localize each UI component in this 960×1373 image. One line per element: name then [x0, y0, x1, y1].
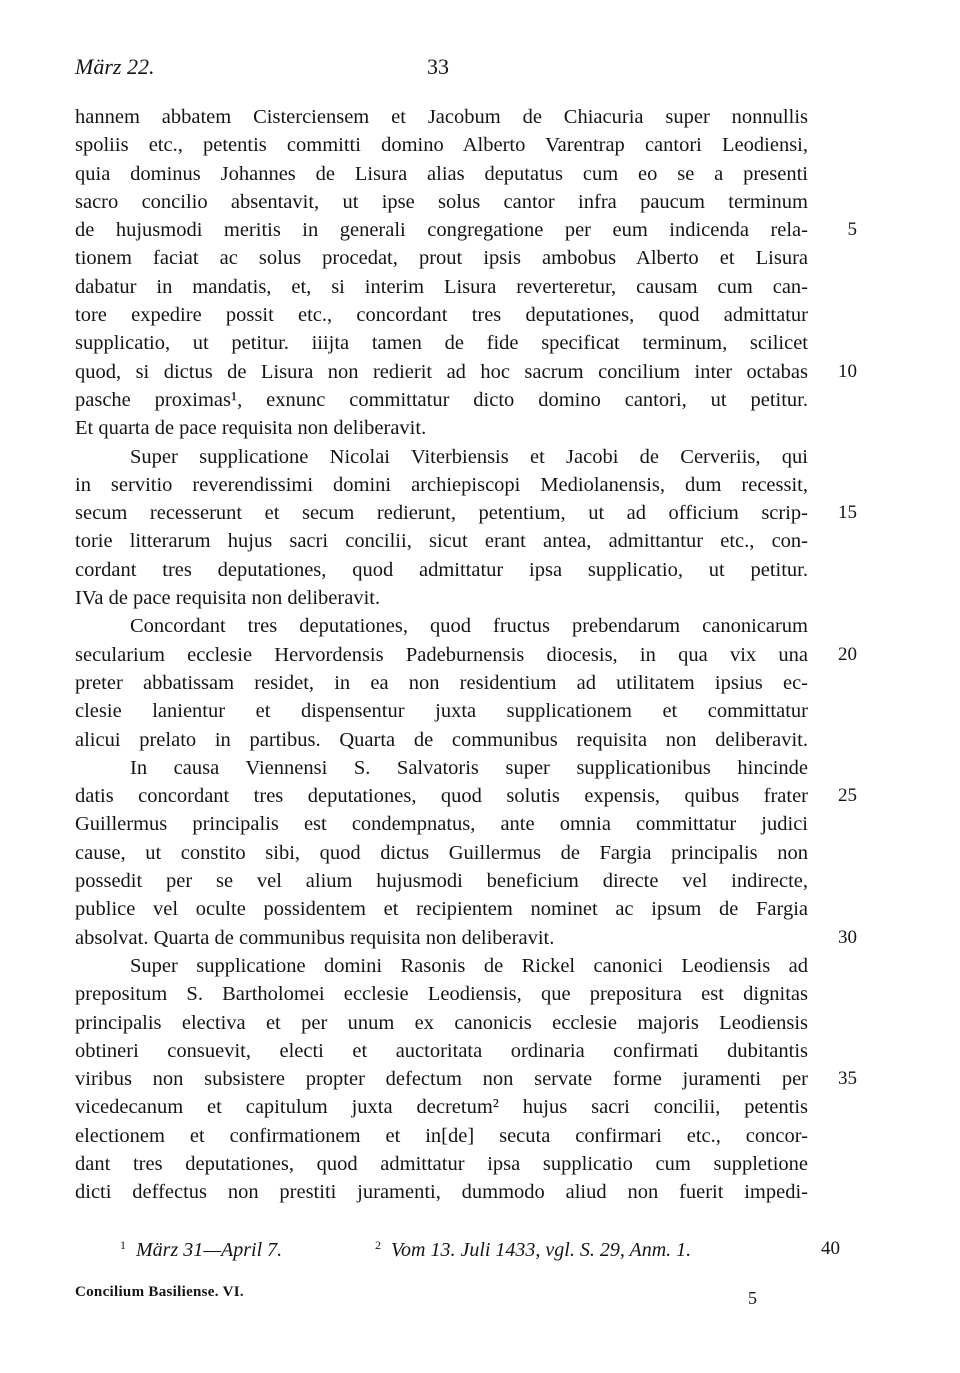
footnote-line-number: 40 — [821, 1238, 840, 1259]
text-line — [75, 924, 857, 952]
line-text: Super supplicatione domini Rasonis de Rickel canonici Leodiensis ad — [130, 954, 808, 977]
line-text: hannem abbatem Cisterciensem et Jacobum de Chiacuria super nonnullis — [75, 106, 808, 128]
line-text: Super supplicatione Nicolai Viterbiensis et Jacobi de Cerveriis, qui — [130, 445, 808, 468]
line-text: Et quarta de pace requisita non deliberavit. — [75, 417, 427, 440]
line-text: cordant tres deputationes, quod admittatur ipsa supplicatio, ut petitur. — [75, 558, 808, 581]
text-line — [75, 839, 808, 867]
line-number: 20 — [838, 643, 857, 665]
signature-mark: Concilium Basiliense. VI. — [75, 1284, 244, 1300]
page-number: 33 — [427, 54, 449, 79]
text-line — [75, 1178, 808, 1206]
text-line — [75, 556, 808, 584]
footnotes — [120, 1238, 840, 1268]
text-line — [75, 782, 857, 810]
text-line — [75, 895, 808, 923]
text-line — [75, 867, 808, 895]
text-line — [75, 612, 808, 640]
text-line — [75, 414, 808, 442]
line-text: quod, si dictus de Lisura non redierit ad hoc sacrum concilium inter octabas — [75, 360, 808, 383]
line-text: principalis electiva et per unum ex canonicis ecclesie majoris Leodiensis — [75, 1011, 808, 1034]
sheet-number: 5 — [748, 1288, 757, 1308]
text-line — [75, 1037, 808, 1065]
line-text: absolvat. Quarta de communibus requisita non deliberavit. — [75, 926, 555, 949]
line-text: cause, ut constito sibi, quod dictus Guillermus de Fargia principalis non — [75, 841, 808, 864]
line-text: quia dominus Johannes de Lisura alias deputatus cum eo se a presenti — [75, 162, 808, 185]
line-number: 25 — [838, 785, 857, 807]
line-text: tore expedire possit etc., concordant tres deputationes, quod admittatur — [75, 304, 808, 327]
footnote-1-text: März 31—April 7. — [136, 1239, 283, 1261]
footnote-1 — [120, 1238, 282, 1262]
line-text: clesie lanientur et dispensentur juxta supplicationem et committatur — [75, 700, 808, 723]
line-text: tionem faciat ac solus procedat, prout ipsis ambobus Alberto et Lisura — [75, 247, 808, 270]
text-line — [75, 499, 857, 527]
line-text: In causa Viennensi S. Salvatoris super supplicationibus hincinde — [130, 756, 808, 779]
line-number: 5 — [847, 219, 857, 241]
text-line — [75, 1065, 857, 1093]
line-text: dabatur in mandatis, et, si interim Lisura reverteretur, causam cum can- — [75, 275, 808, 298]
line-text: obtineri consuevit, electi et auctoritata ordinaria confirmati dubitantis — [75, 1039, 808, 1062]
text-line — [75, 810, 808, 838]
text-line — [75, 1122, 808, 1150]
text-line — [75, 386, 808, 414]
line-text: Concordant tres deputationes, quod fructus prebendarum canonicarum — [130, 615, 808, 638]
text-line — [75, 980, 808, 1008]
line-text: secum recesserunt et secum redierunt, petentium, ut ad officium scrip- — [75, 502, 808, 525]
line-number: 15 — [838, 502, 857, 524]
text-line — [75, 216, 857, 244]
text-line — [75, 301, 808, 329]
line-text: Guillermus principalis est condempnatus, ante omnia committatur judici — [75, 813, 808, 836]
text-line — [75, 697, 808, 725]
line-text: sacro concilio absentavit, ut ipse solus cantor infra paucum terminum — [75, 190, 808, 213]
text-line — [75, 103, 808, 131]
text-line — [75, 1150, 808, 1178]
text-line — [75, 244, 808, 272]
line-text: in servitio reverendissimi domini archiepiscopi Mediolanensis, dum recessit, — [75, 473, 808, 496]
line-text: dicti deffectus non prestiti juramenti, dummodo aliud non fuerit impedi- — [75, 1181, 808, 1204]
text-line — [75, 188, 808, 216]
line-text: viribus non subsistere propter defectum non servate forme juramenti per — [75, 1068, 808, 1091]
line-text: alicui prelato in partibus. Quarta de communibus requisita non deliberavit. — [75, 728, 808, 751]
text-line — [75, 641, 857, 669]
line-text: spoliis etc., petentis committi domino Alberto Varentrap cantori Leodiensi, — [75, 134, 808, 157]
line-text: IVa de pace requisita non deliberavit. — [75, 587, 381, 610]
text-line — [75, 527, 808, 555]
line-text: preter abbatissam residet, in ea non residentium ad utilitatem ipsius ec- — [75, 671, 808, 694]
line-text: electionem et confirmationem et in[de] secuta confirmari etc., concor- — [75, 1124, 808, 1147]
line-text: publice vel oculte possidentem et recipientem nominet ac ipsum de Fargia — [75, 898, 808, 921]
body-text — [75, 103, 857, 1207]
text-line — [75, 1093, 808, 1121]
text-line — [75, 471, 808, 499]
text-line — [75, 329, 808, 357]
text-line — [75, 131, 808, 159]
line-text: prepositum S. Bartholomei ecclesie Leodiensis, que prepositura est dignitas — [75, 983, 808, 1006]
line-text: secularium ecclesie Hervordensis Padeburnensis diocesis, in qua vix una — [75, 643, 808, 666]
text-line — [75, 273, 808, 301]
line-text: pasche proximas¹, exnunc committatur dicto domino cantori, ut petitur. — [75, 388, 808, 411]
line-text: torie litterarum hujus sacri concilii, sicut erant antea, admittantur etc., con- — [75, 530, 808, 553]
text-line — [75, 952, 808, 980]
running-header — [75, 54, 805, 88]
line-text: datis concordant tres deputationes, quod solutis expensis, quibus frater — [75, 785, 808, 808]
text-line — [75, 669, 808, 697]
line-text: supplicatio, ut petitur. iiijta tamen de fide specificat terminum, scilicet — [75, 332, 808, 355]
line-text: dant tres deputationes, quod admittatur ipsa supplicatio cum suppletione — [75, 1152, 808, 1175]
footnote-2 — [375, 1238, 691, 1262]
header-date: März 22. — [75, 54, 155, 79]
line-text: possedit per se vel alium hujusmodi beneficium directe vel indirecte, — [75, 870, 808, 893]
text-line — [75, 584, 808, 612]
text-line — [75, 1009, 808, 1037]
line-text: vicedecanum et capitulum juxta decretum² hujus sacri concilii, petentis — [75, 1096, 808, 1119]
line-number: 35 — [838, 1068, 857, 1090]
footnote-1-mark: 1 — [120, 1238, 126, 1252]
text-line — [75, 160, 808, 188]
line-number: 30 — [838, 926, 857, 948]
text-line — [75, 754, 808, 782]
text-line — [75, 443, 808, 471]
footnote-2-text: Vom 13. Juli 1433, vgl. S. 29, Anm. 1. — [391, 1239, 692, 1261]
text-line — [75, 726, 808, 754]
text-line — [75, 358, 857, 386]
line-number: 10 — [838, 360, 857, 382]
line-text: de hujusmodi meritis in generali congregatione per eum indicenda rela- — [75, 219, 808, 242]
footnote-2-mark: 2 — [375, 1238, 381, 1252]
